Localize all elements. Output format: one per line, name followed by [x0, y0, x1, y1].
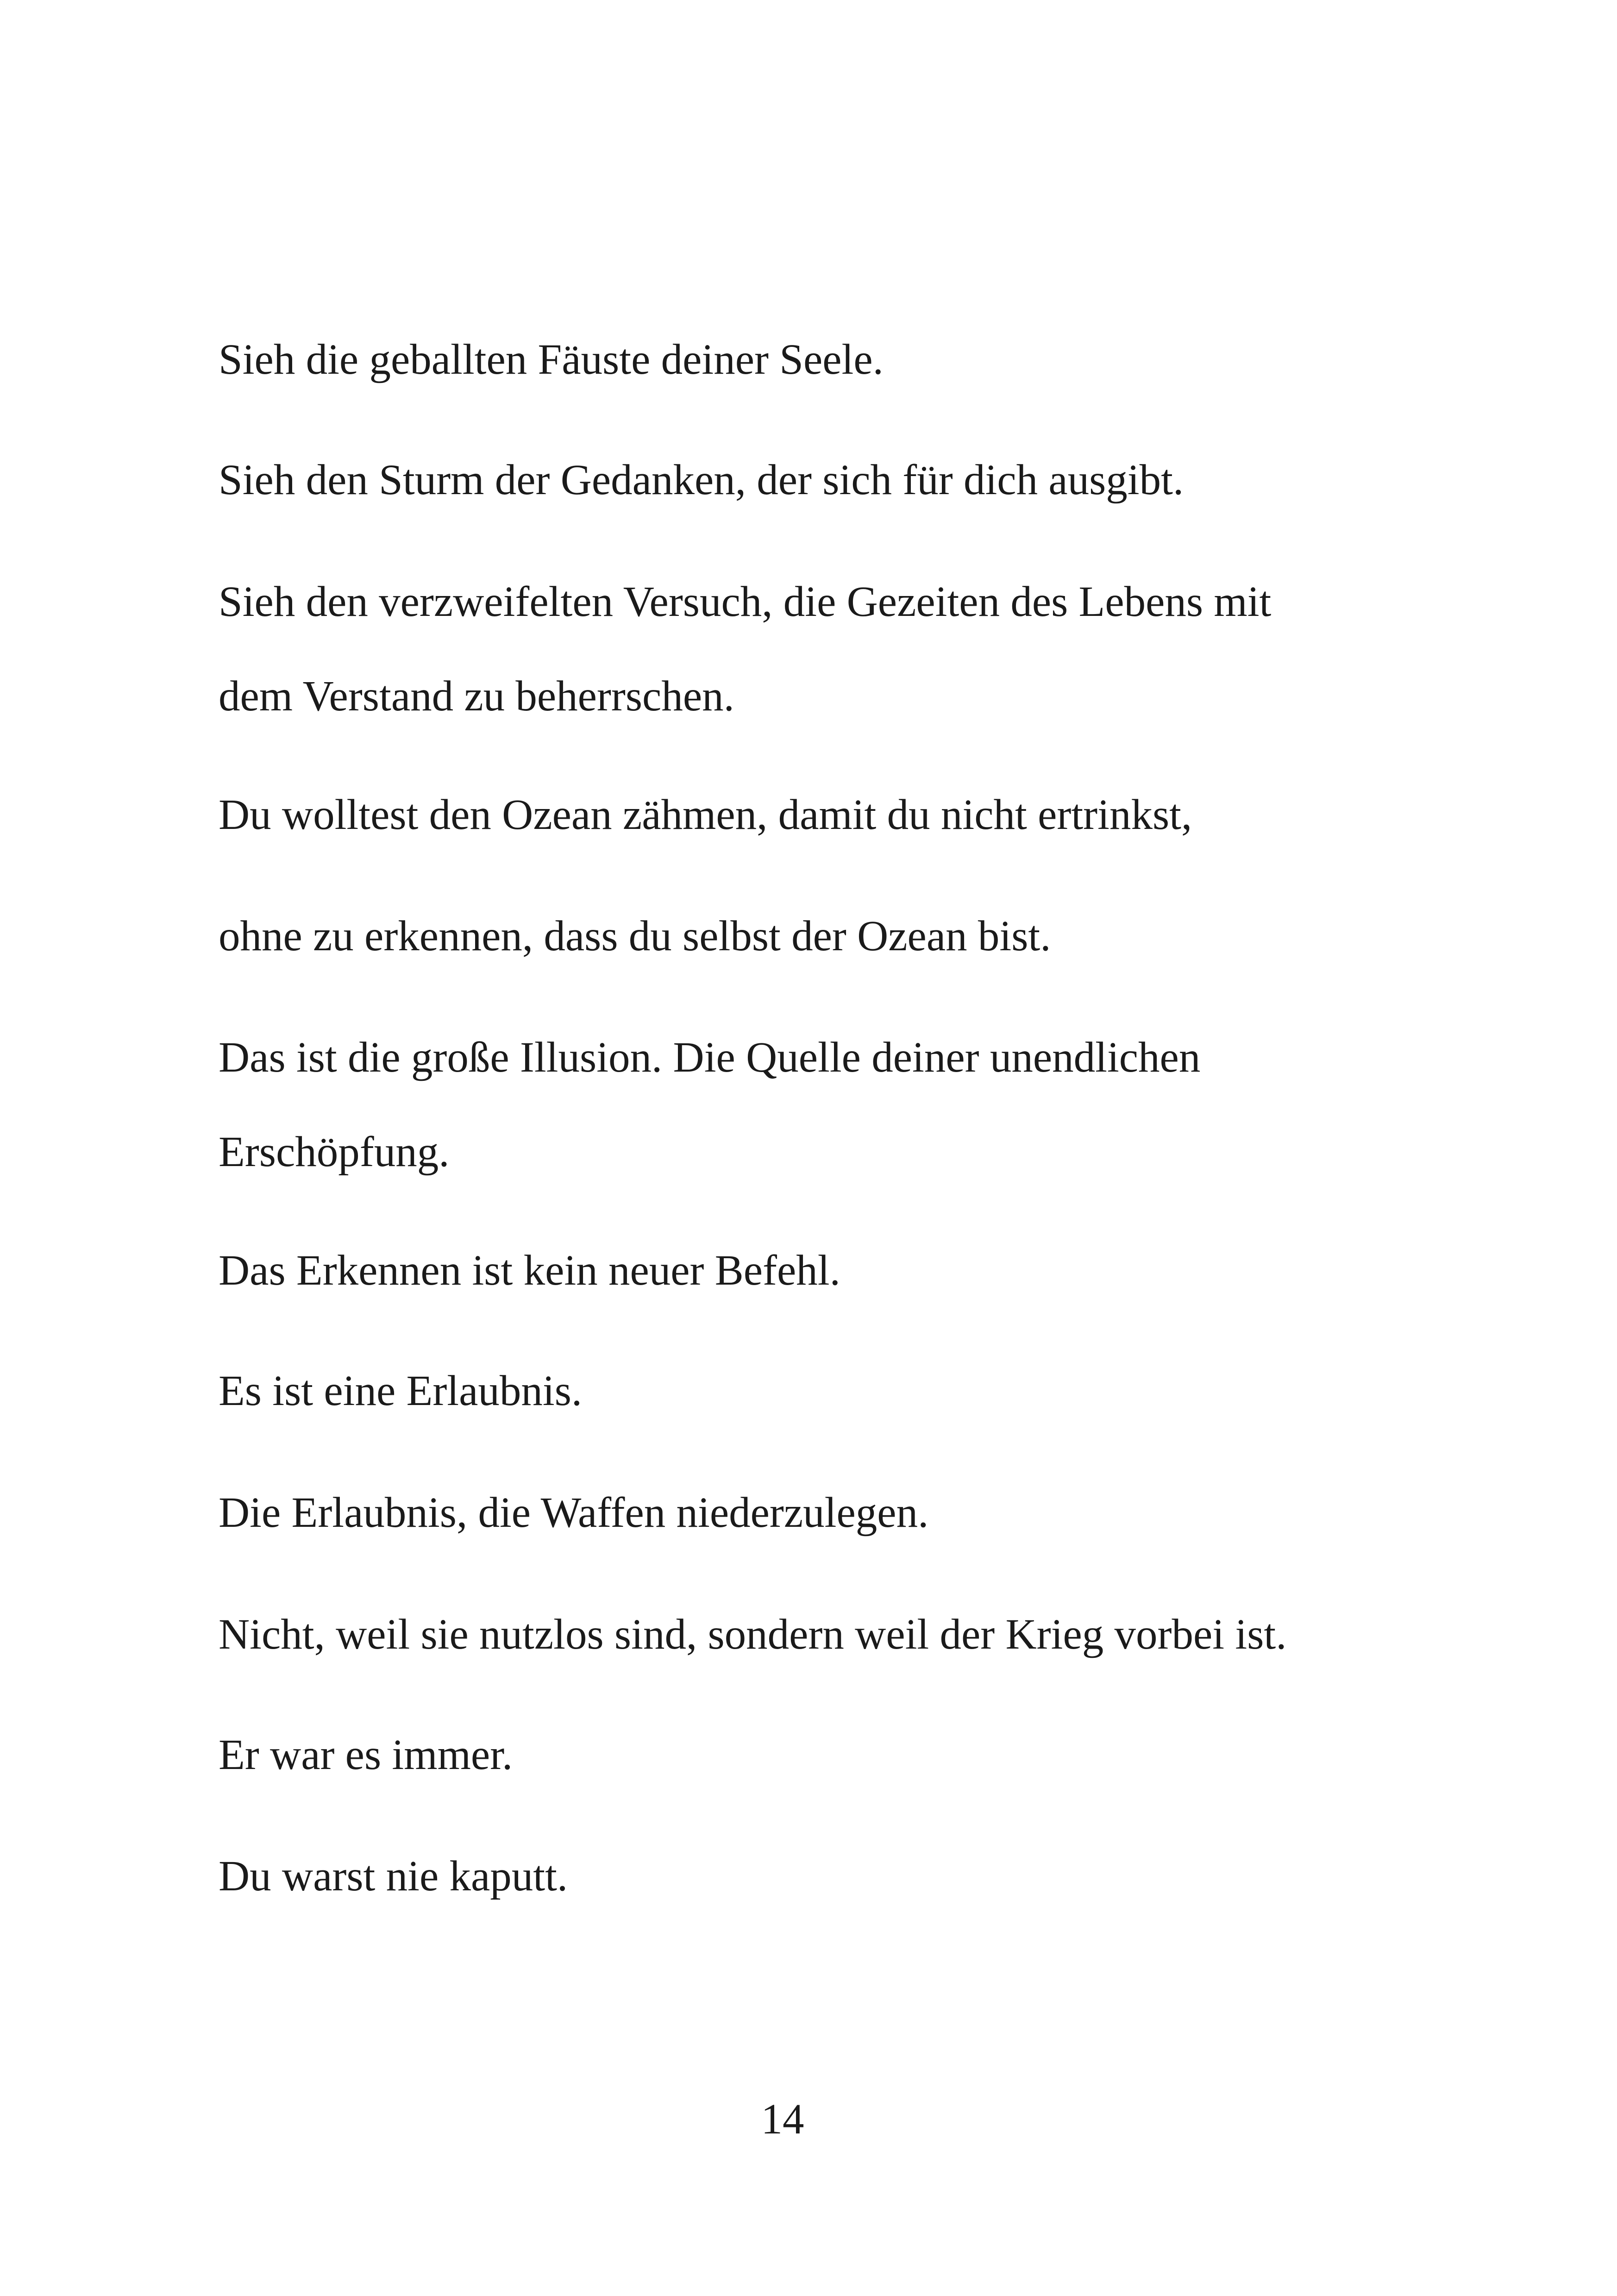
text-line: Er war es immer. [219, 1731, 513, 1779]
text-line: Das ist die große Illusion. Die Quelle deiner unendlichen [219, 1034, 1201, 1081]
text-line: ohne zu erkennen, dass du selbst der Ozean bist. [219, 912, 1051, 960]
text-line: Erschöpfung. [219, 1128, 450, 1176]
text-line: Du warst nie kaputt. [219, 1852, 568, 1900]
text-line: Das Erkennen ist kein neuer Befehl. [219, 1247, 840, 1294]
text-line: Du wolltest den Ozean zähmen, damit du nicht ertrinkst, [219, 791, 1192, 839]
text-line: Sieh den Sturm der Gedanken, der sich für dich ausgibt. [219, 456, 1184, 504]
text-line: Sieh die geballten Fäuste deiner Seele. [219, 336, 884, 383]
text-line: Es ist eine Erlaubnis. [219, 1367, 583, 1415]
text-line: Nicht, weil sie nutzlos sind, sondern weil der Krieg vorbei ist. [219, 1611, 1287, 1658]
page-number: 14 [761, 2095, 804, 2143]
text-line: dem Verstand zu beherrschen. [219, 672, 734, 720]
text-line: Sieh den verzweifelten Versuch, die Gezeiten des Lebens mit [219, 578, 1272, 626]
text-line: Die Erlaubnis, die Waffen niederzulegen. [219, 1489, 929, 1537]
